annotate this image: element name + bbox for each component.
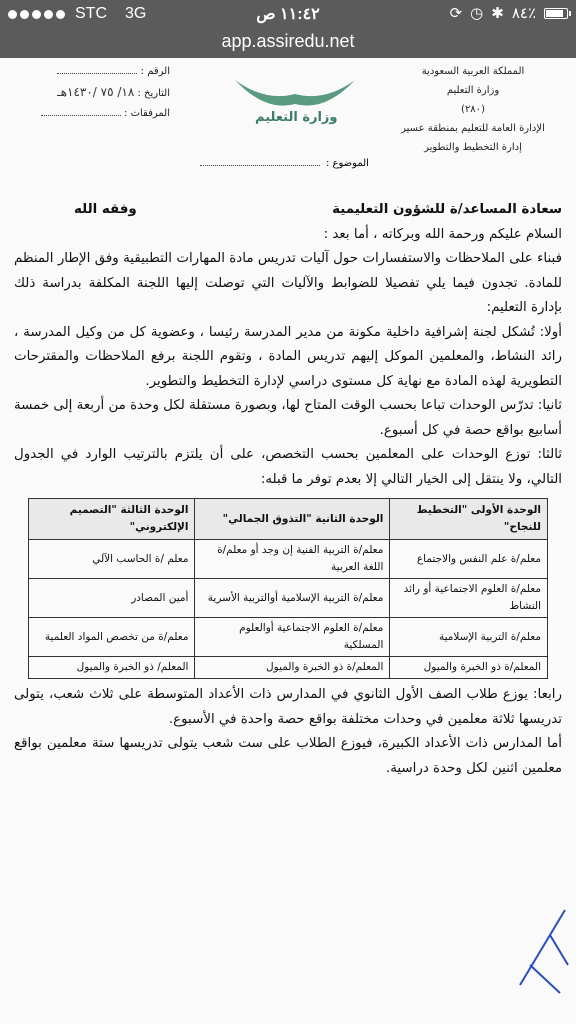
table-header-cell: الوحدة الأولى "التخطيط للنجاح" (390, 499, 548, 540)
table-cell: معلم/ة العلوم الاجتماعية أو رائد النشاط (390, 579, 548, 618)
number-label: الرقم : (140, 66, 170, 77)
table-header-cell: الوحدة الثالثة "التصميم الإلكتروني" (29, 499, 195, 540)
units-table (28, 498, 548, 679)
ministry-logo (225, 72, 365, 142)
table-header-row (29, 499, 548, 540)
blessing: وفقه الله (74, 202, 137, 217)
letter-body (14, 198, 562, 781)
url-text: app.assiredu.net (221, 31, 355, 51)
rotation-lock-icon: ⟳ (449, 5, 463, 22)
table-row (29, 540, 548, 579)
header-line: الإدارة العامة للتعليم بمنطقة عسير (401, 123, 545, 134)
table-cell: المعلم/ة ذو الخبرة والميول (195, 657, 390, 679)
clock: ١١:٤٢ ص (256, 6, 320, 23)
attachments-label: المرفقات : (124, 108, 170, 119)
point-third: ثالثا: توزع الوحدات على المعلمين بحسب التخصص، على أن يلتزم بالترتيب الوارد في الجدول التالي، ولا ينتقل إلى الخيار التالي إلا بعدم توفر ما قبله: (14, 447, 562, 487)
address-bar[interactable] (0, 28, 576, 58)
point-fourth: رابعا: يوزع طلاب الصف الأول الثانوي في المدارس ذات الأعداد المتوسطة على ثلاث شعب، يتولى تدريسها ثلاثة معلمين في وحدات مختلفة بواقع حصة واحدة في الأسبوع. (14, 687, 562, 727)
carrier-name: STC (75, 5, 107, 22)
battery-percent: ٨٤٪ (511, 5, 536, 22)
network-type: 3G (125, 5, 147, 22)
table-cell: معلم/ة التربية الإسلامية أوالتربية الأسرية (195, 579, 390, 618)
point-second: ثانيا: تدرّس الوحدات تباعا بحسب الوقت المتاح لها، وبصورة مستقلة لكل وحدة من أربعة إلى خمسة أسابيع بواقع حصة في كل أسبوع. (14, 398, 562, 438)
table-cell: المعلم/ ذو الخبرة والميول (29, 657, 195, 679)
status-bar (0, 0, 576, 28)
subject-line (200, 158, 369, 169)
alarm-icon: ◷ (470, 5, 484, 22)
table-row (29, 579, 548, 618)
header-line: وزارة التعليم (446, 85, 500, 96)
letter-header-ministry (388, 62, 558, 157)
table-cell: معلم /ة الحاسب الآلي (29, 540, 195, 579)
addressee: سعادة المساعد/ة للشؤون التعليمية (332, 202, 562, 217)
date-value: ١٨/ ٧٥ /١٤٣٠هـ (57, 85, 135, 99)
date-label: التاريخ : (137, 88, 170, 99)
table-cell: معلم/ة من تخصص المواد العلمية (29, 618, 195, 657)
table-cell: معلم/ة التربية الإسلامية (390, 618, 548, 657)
table-cell: معلم/ة العلوم الاجتماعية أوالعلوم المسلكية (195, 618, 390, 657)
table-cell: المعلم/ة ذو الخبرة والميول (390, 657, 548, 679)
battery-level-fill (546, 10, 563, 17)
header-line: المملكة العربية السعودية (421, 66, 525, 77)
header-line: إدارة التخطيط والتطوير (424, 142, 522, 153)
point-first: أولا: تُشكل لجنة إشرافية داخلية مكونة من مدير المدرسة رئيسا ، وعضوية كل من وكيل المدرسة ، رائد النشاط، والمعلمين الموكل إليهم تدريس المادة ، وتقوم اللجنة برفع الملاحظات والمقترحات التطويرية لهذه المادة مع نهاية كل مستوى دراسي لإدارة التخطيط والتطوير. (14, 324, 562, 389)
table-cell: معلم/ة التربية الفنية إن وجد أو معلم/ة اللغة العربية (195, 540, 390, 579)
bluetooth-icon: ✱ (491, 5, 504, 22)
greeting: السلام عليكم ورحمة الله وبركاته ، أما بعد : (323, 226, 562, 242)
header-line: (٢٨٠) (461, 104, 485, 115)
table-cell: أمين المصادر (29, 579, 195, 618)
point-fifth: أما المدارس ذات الأعداد الكبيرة، فيوزع الطلاب على ست شعب يتولى تدريسها ستة معلمين بواقع معلمين اثنين لكل وحدة دراسية. (14, 736, 562, 776)
table-row (29, 618, 548, 657)
table-cell: معلم/ة علم النفس والاجتماع (390, 540, 548, 579)
signature-stroke-icon (510, 905, 570, 995)
letter-header-reference (20, 62, 170, 124)
table-row (29, 657, 548, 679)
intro-paragraph: فبناء على الملاحظات والاستفسارات حول آليات تدريس مادة المهارات التطبيقية وفق الإطار المنظم للمادة. تجدون فيما يلي تفصيلا للضوابط والآليات التي توصلت إليها اللجنة المكلفة بدراسة ذلك بإدارة التعليم: (14, 251, 562, 315)
logo-text: وزارة التعليم (255, 110, 338, 125)
battery-icon (544, 8, 568, 19)
table-header-cell: الوحدة الثانية "التذوق الجمالي" (195, 499, 390, 540)
subject-label: الموضوع : (326, 158, 369, 169)
